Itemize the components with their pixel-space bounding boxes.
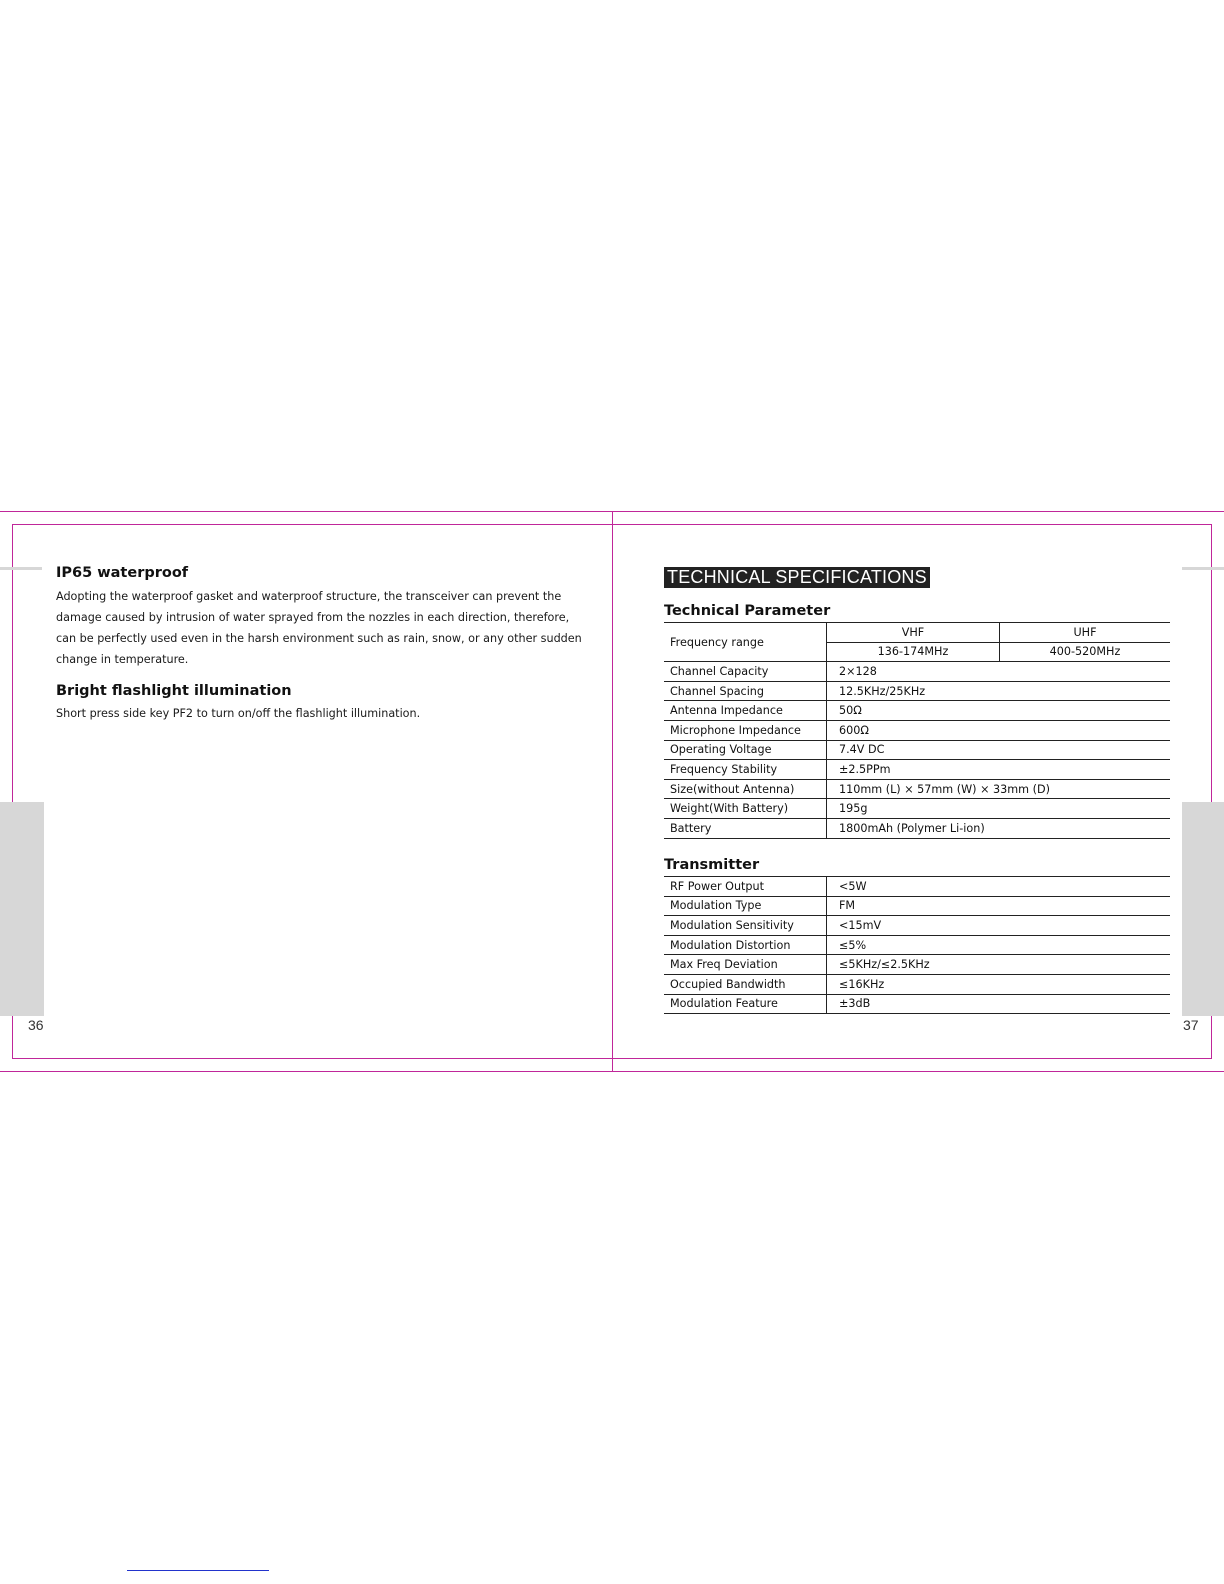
spec-label: Antenna Impedance xyxy=(664,701,827,721)
table-row xyxy=(664,740,1170,760)
table-row xyxy=(664,896,1170,916)
left-gray-bar xyxy=(0,567,42,570)
left-gray-tab xyxy=(0,802,44,1016)
spec-label: Frequency Stability xyxy=(664,760,827,780)
vhf-range: 136-174MHz xyxy=(827,642,1000,662)
spec-label: Operating Voltage xyxy=(664,740,827,760)
transmitter-heading: Transmitter xyxy=(664,857,760,873)
right-gray-tab xyxy=(1182,802,1224,1016)
freq-range-label: Frequency range xyxy=(664,623,827,662)
spec-label: Modulation Type xyxy=(664,896,827,916)
technical-parameter-heading: Technical Parameter xyxy=(664,603,831,619)
spec-value: ≤5% xyxy=(827,935,1171,955)
table-row xyxy=(664,779,1170,799)
uhf-header: UHF xyxy=(1000,623,1171,643)
table-row xyxy=(664,877,1170,897)
spec-label: Battery xyxy=(664,818,827,838)
spec-value: ≤5KHz/≤2.5KHz xyxy=(827,955,1171,975)
table-row xyxy=(664,662,1170,682)
spec-value: 1800mAh (Polymer Li-ion) xyxy=(827,818,1171,838)
table-row xyxy=(664,720,1170,740)
table-row xyxy=(664,623,1170,643)
ip65-text-line-4: change in temperature. xyxy=(56,653,189,666)
link-underline xyxy=(127,1570,269,1571)
table-row xyxy=(664,955,1170,975)
section-heading-flashlight: Bright flashlight illumination xyxy=(56,683,292,699)
table-row xyxy=(664,681,1170,701)
table-row xyxy=(664,994,1170,1014)
spec-label: Max Freq Deviation xyxy=(664,955,827,975)
page-number-left: 36 xyxy=(28,1017,44,1033)
spec-value: 7.4V DC xyxy=(827,740,1171,760)
table-row xyxy=(664,916,1170,936)
spec-value: 600Ω xyxy=(827,720,1171,740)
spec-value: ±2.5PPm xyxy=(827,760,1171,780)
spec-value: 195g xyxy=(827,799,1171,819)
uhf-range: 400-520MHz xyxy=(1000,642,1171,662)
vhf-header: VHF xyxy=(827,623,1000,643)
ip65-text-line-3: can be perfectly used even in the harsh environment such as rain, snow, or any other sudden xyxy=(56,632,582,645)
ip65-text-line-1: Adopting the waterproof gasket and waterproof structure, the transceiver can prevent the xyxy=(56,590,562,603)
spec-label: Modulation Feature xyxy=(664,994,827,1014)
table-row xyxy=(664,974,1170,994)
spec-label: Modulation Sensitivity xyxy=(664,916,827,936)
table-row xyxy=(664,818,1170,838)
technical-parameter-table xyxy=(664,622,1170,839)
spec-value: 2×128 xyxy=(827,662,1171,682)
spec-label: Occupied Bandwidth xyxy=(664,974,827,994)
flashlight-text-line-1: Short press side key PF2 to turn on/off the flashlight illumination. xyxy=(56,707,421,720)
spec-value: ≤16KHz xyxy=(827,974,1171,994)
crop-line-spine xyxy=(612,511,613,1072)
transmitter-table xyxy=(664,876,1170,1014)
spec-label: Microphone Impedance xyxy=(664,720,827,740)
page-number-right: 37 xyxy=(1183,1017,1199,1033)
spec-value: 12.5KHz/25KHz xyxy=(827,681,1171,701)
ip65-text-line-2: damage caused by intrusion of water sprayed from the nozzles in each direction, therefore, xyxy=(56,611,570,624)
spec-label: Channel Spacing xyxy=(664,681,827,701)
spec-label: Channel Capacity xyxy=(664,662,827,682)
spec-label: RF Power Output xyxy=(664,877,827,897)
table-row xyxy=(664,701,1170,721)
section-heading-ip65: IP65 waterproof xyxy=(56,565,189,581)
spec-title: TECHNICAL SPECIFICATIONS xyxy=(664,567,930,588)
spec-value: 50Ω xyxy=(827,701,1171,721)
spec-value: FM xyxy=(827,896,1171,916)
spec-value: ±3dB xyxy=(827,994,1171,1014)
spec-value: <5W xyxy=(827,877,1171,897)
spec-value: <15mV xyxy=(827,916,1171,936)
spec-value: 110mm (L) × 57mm (W) × 33mm (D) xyxy=(827,779,1171,799)
right-gray-bar xyxy=(1182,567,1224,570)
table-row xyxy=(664,799,1170,819)
table-row xyxy=(664,760,1170,780)
spec-label: Weight(With Battery) xyxy=(664,799,827,819)
table-row xyxy=(664,935,1170,955)
spec-label: Size(without Antenna) xyxy=(664,779,827,799)
spec-label: Modulation Distortion xyxy=(664,935,827,955)
